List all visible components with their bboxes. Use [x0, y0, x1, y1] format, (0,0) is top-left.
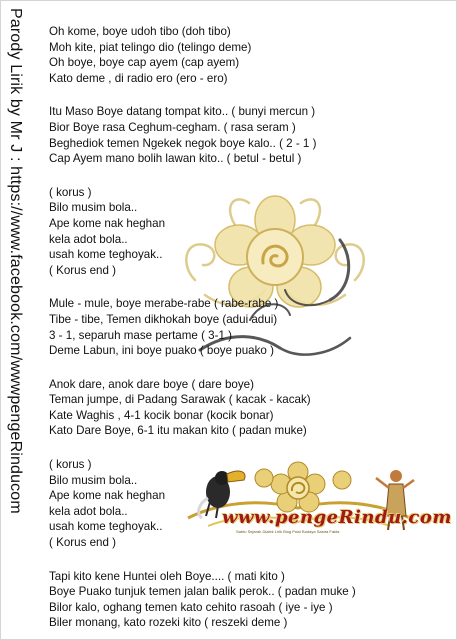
lyric-line: 3 - 1, separuh mase pertame ( 3-1 )	[49, 328, 233, 342]
lyric-line: Kato Dare Boye, 6-1 itu makan kito ( padan muke)	[49, 424, 307, 438]
lyric-line: ( korus )	[49, 458, 92, 472]
lyric-line: kela adot bola..	[49, 504, 128, 518]
lyric-line: Cap Ayem mano bolih lawan kito.. ( betul - betul )	[49, 152, 302, 166]
lyric-line: Beghediok temen Ngekek negok boye kalo.. ( 2 - 1 )	[49, 136, 317, 150]
lyric-line: Itu Maso Boye datang tompat kito.. ( bunyi mercun )	[49, 105, 316, 119]
lyric-line: ( korus )	[49, 185, 92, 199]
lyric-line: Boye Puako tunjuk temen jalan balik perok.. ( padan muke )	[49, 585, 356, 599]
lyric-line: usah kome teghoyak..	[49, 248, 163, 262]
lyric-line: Mule - mule, boye merabe-rabe ( rabe-rabe )	[49, 297, 279, 311]
lyric-line: Teman jumpe, di Padang Sarawak ( kacak - kacak)	[49, 393, 311, 407]
side-credit-text: Parody Lirik by Mr J : https://www.facebook.com/wwwpengeRinducom	[7, 8, 24, 514]
logo-tagline: Sabtu Sejarah Dialek Lirik Blog Puisi Budaya Sastra Fakta	[236, 529, 340, 534]
logo-website-text: www.pengeRindu.com	[222, 507, 452, 528]
lyric-line: usah kome teghoyak..	[49, 520, 163, 534]
lyric-line: ( Korus end )	[49, 536, 117, 550]
lyric-line: Bior Boye rasa Ceghum-cegham. ( rasa seram )	[49, 120, 296, 134]
lyric-line: Moh kite, piat telingo dio (telingo deme)	[49, 40, 252, 54]
lyric-line: Bilor kalo, oghang temen kato cehito rasoah ( iye - iye )	[49, 600, 333, 614]
stanza	[49, 457, 449, 551]
side-credit	[2, 8, 28, 638]
lyric-line: ( Korus end )	[49, 263, 117, 277]
lyric-line: Oh kome, boye udoh tibo (doh tibo)	[49, 25, 231, 38]
lyric-line: Biler monang, kato rozeki kito ( reszeki deme )	[49, 616, 288, 630]
lyric-line: Deme Labun, ini boye puako ( boye puako )	[49, 344, 274, 358]
stanza	[49, 185, 449, 279]
lyric-line: Kato deme , di radio ero (ero - ero)	[49, 71, 228, 85]
lyric-line: Tapi kito kene Huntei oleh Boye.... ( mati kito )	[49, 569, 285, 583]
lyric-line: Kate Waghis , 4-1 kocik bonar (kocik bonar)	[49, 408, 274, 422]
stanza	[49, 104, 449, 166]
lyric-line: Bilo musim bola..	[49, 201, 138, 215]
lyrics-body	[49, 24, 449, 631]
lyric-line: Tibe - tibe, Temen dikhokah boye (adui adui)	[49, 312, 278, 326]
lyric-line: Ape kome nak heghan	[49, 216, 166, 230]
stanza	[49, 569, 449, 631]
lyric-line: Bilo musim bola..	[49, 473, 138, 487]
stanza	[49, 24, 449, 86]
lyric-line: Ape kome nak heghan	[49, 489, 166, 503]
lyric-line: Anok dare, anok dare boye ( dare boye)	[49, 377, 254, 391]
stanza	[49, 377, 449, 439]
lyric-line: kela adot bola..	[49, 232, 128, 246]
lyric-line: Oh boye, boye cap ayem (cap ayem)	[49, 56, 240, 70]
stanza	[49, 296, 449, 358]
